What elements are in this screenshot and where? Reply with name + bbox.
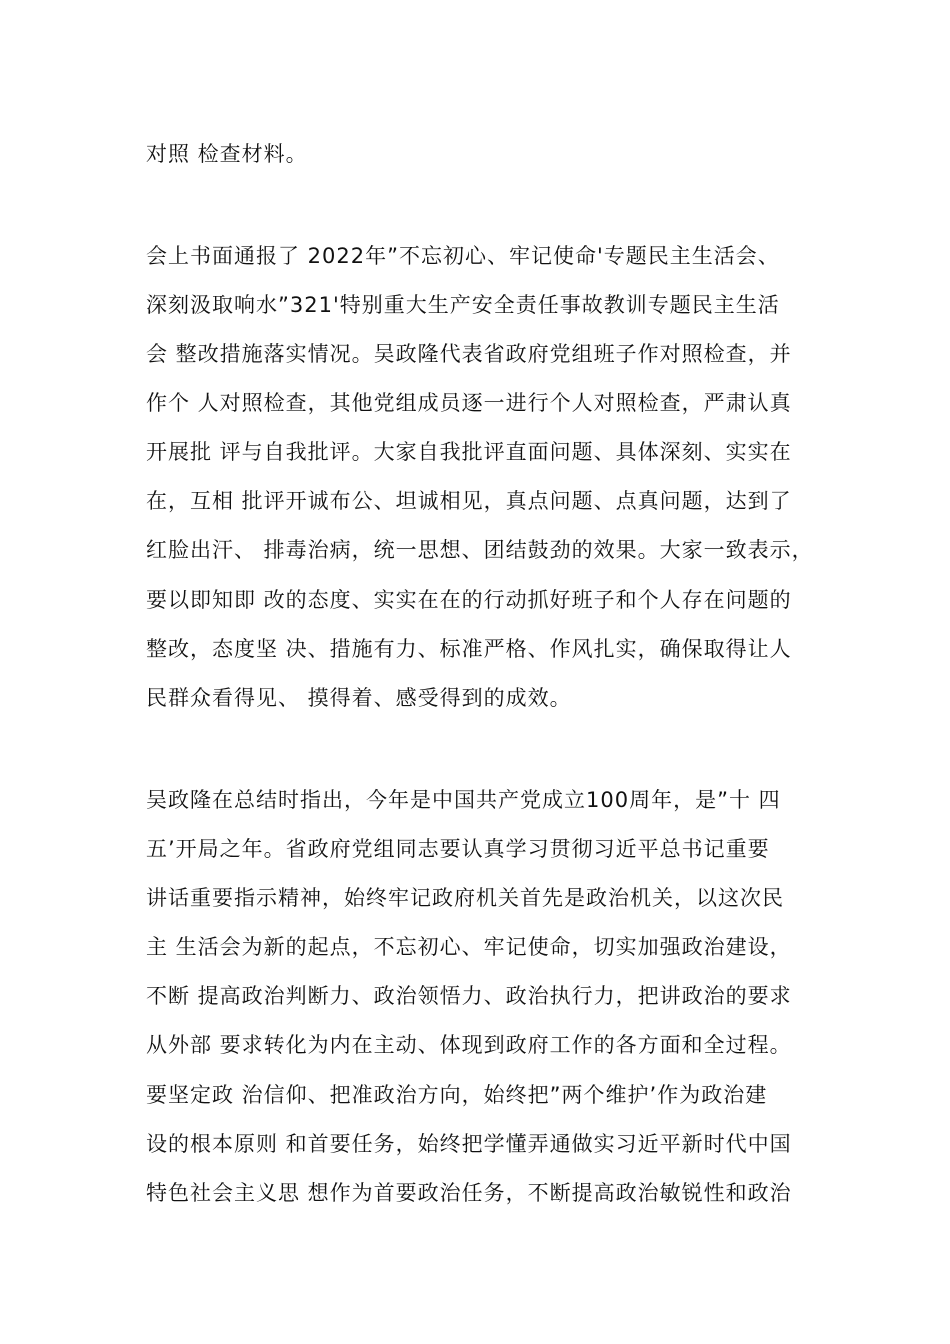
text-line: 深刻汲取响水”321'特别重大生产安全责任事故教训专题民主生活 [146,293,780,317]
text-line: 会上书面通报了 2022年”不忘初心、牢记使命'专题民主生活会、 [146,244,780,268]
text-line: 对照 检查材料。 [146,142,308,166]
text-line: 整改，态度坚 决、措施有力、标准严格、作风扎实，确保取得让人 [146,637,792,661]
text-line: 要坚定政 治信仰、把准政治方向，始终把”两个维护’作为政治建 [146,1083,768,1107]
text-line: 吴政隆在总结时指出，今年是中国共产党成立100周年，是”十 四 [146,788,781,812]
text-line: 五’开局之年。省政府党组同志要认真学习贯彻习近平总书记重要 [146,837,770,861]
text-line: 会 整改措施落实情况。吴政隆代表省政府党组班子作对照检查，并 [146,342,792,366]
text-line: 红脸出汗、 排毒治病，统一思想、团结鼓劲的效果。大家一致表示， [146,538,814,562]
text-line: 作个 人对照检查，其他党组成员逐一进行个人对照检查，严肃认真 [146,391,792,415]
text-line: 主 生活会为新的起点，不忘初心、牢记使命，切实加强政治建设， [146,935,792,959]
text-line: 特色社会主义思 想作为首要政治任务，不断提高政治敏锐性和政治 [146,1181,792,1205]
text-line: 开展批 评与自我批评。大家自我批评直面问题、具体深刻、实实在 [146,440,792,464]
text-line: 讲话重要指示精神，始终牢记政府机关首先是政治机关，以这次民 [146,886,784,910]
text-line: 从外部 要求转化为内在主动、体现到政府工作的各方面和全过程。 [146,1033,792,1057]
text-line: 在，互相 批评开诚布公、坦诚相见，真点问题、点真问题，达到了 [146,489,792,513]
text-line: 设的根本原则 和首要任务，始终把学懂弄通做实习近平新时代中国 [146,1132,792,1156]
text-line: 民群众看得见、 摸得着、感受得到的成效。 [146,686,572,710]
text-line: 要以即知即 改的态度、实实在在的行动抓好班子和个人存在问题的 [146,588,792,612]
text-line: 不断 提高政治判断力、政治领悟力、政治执行力，把讲政治的要求 [146,984,792,1008]
